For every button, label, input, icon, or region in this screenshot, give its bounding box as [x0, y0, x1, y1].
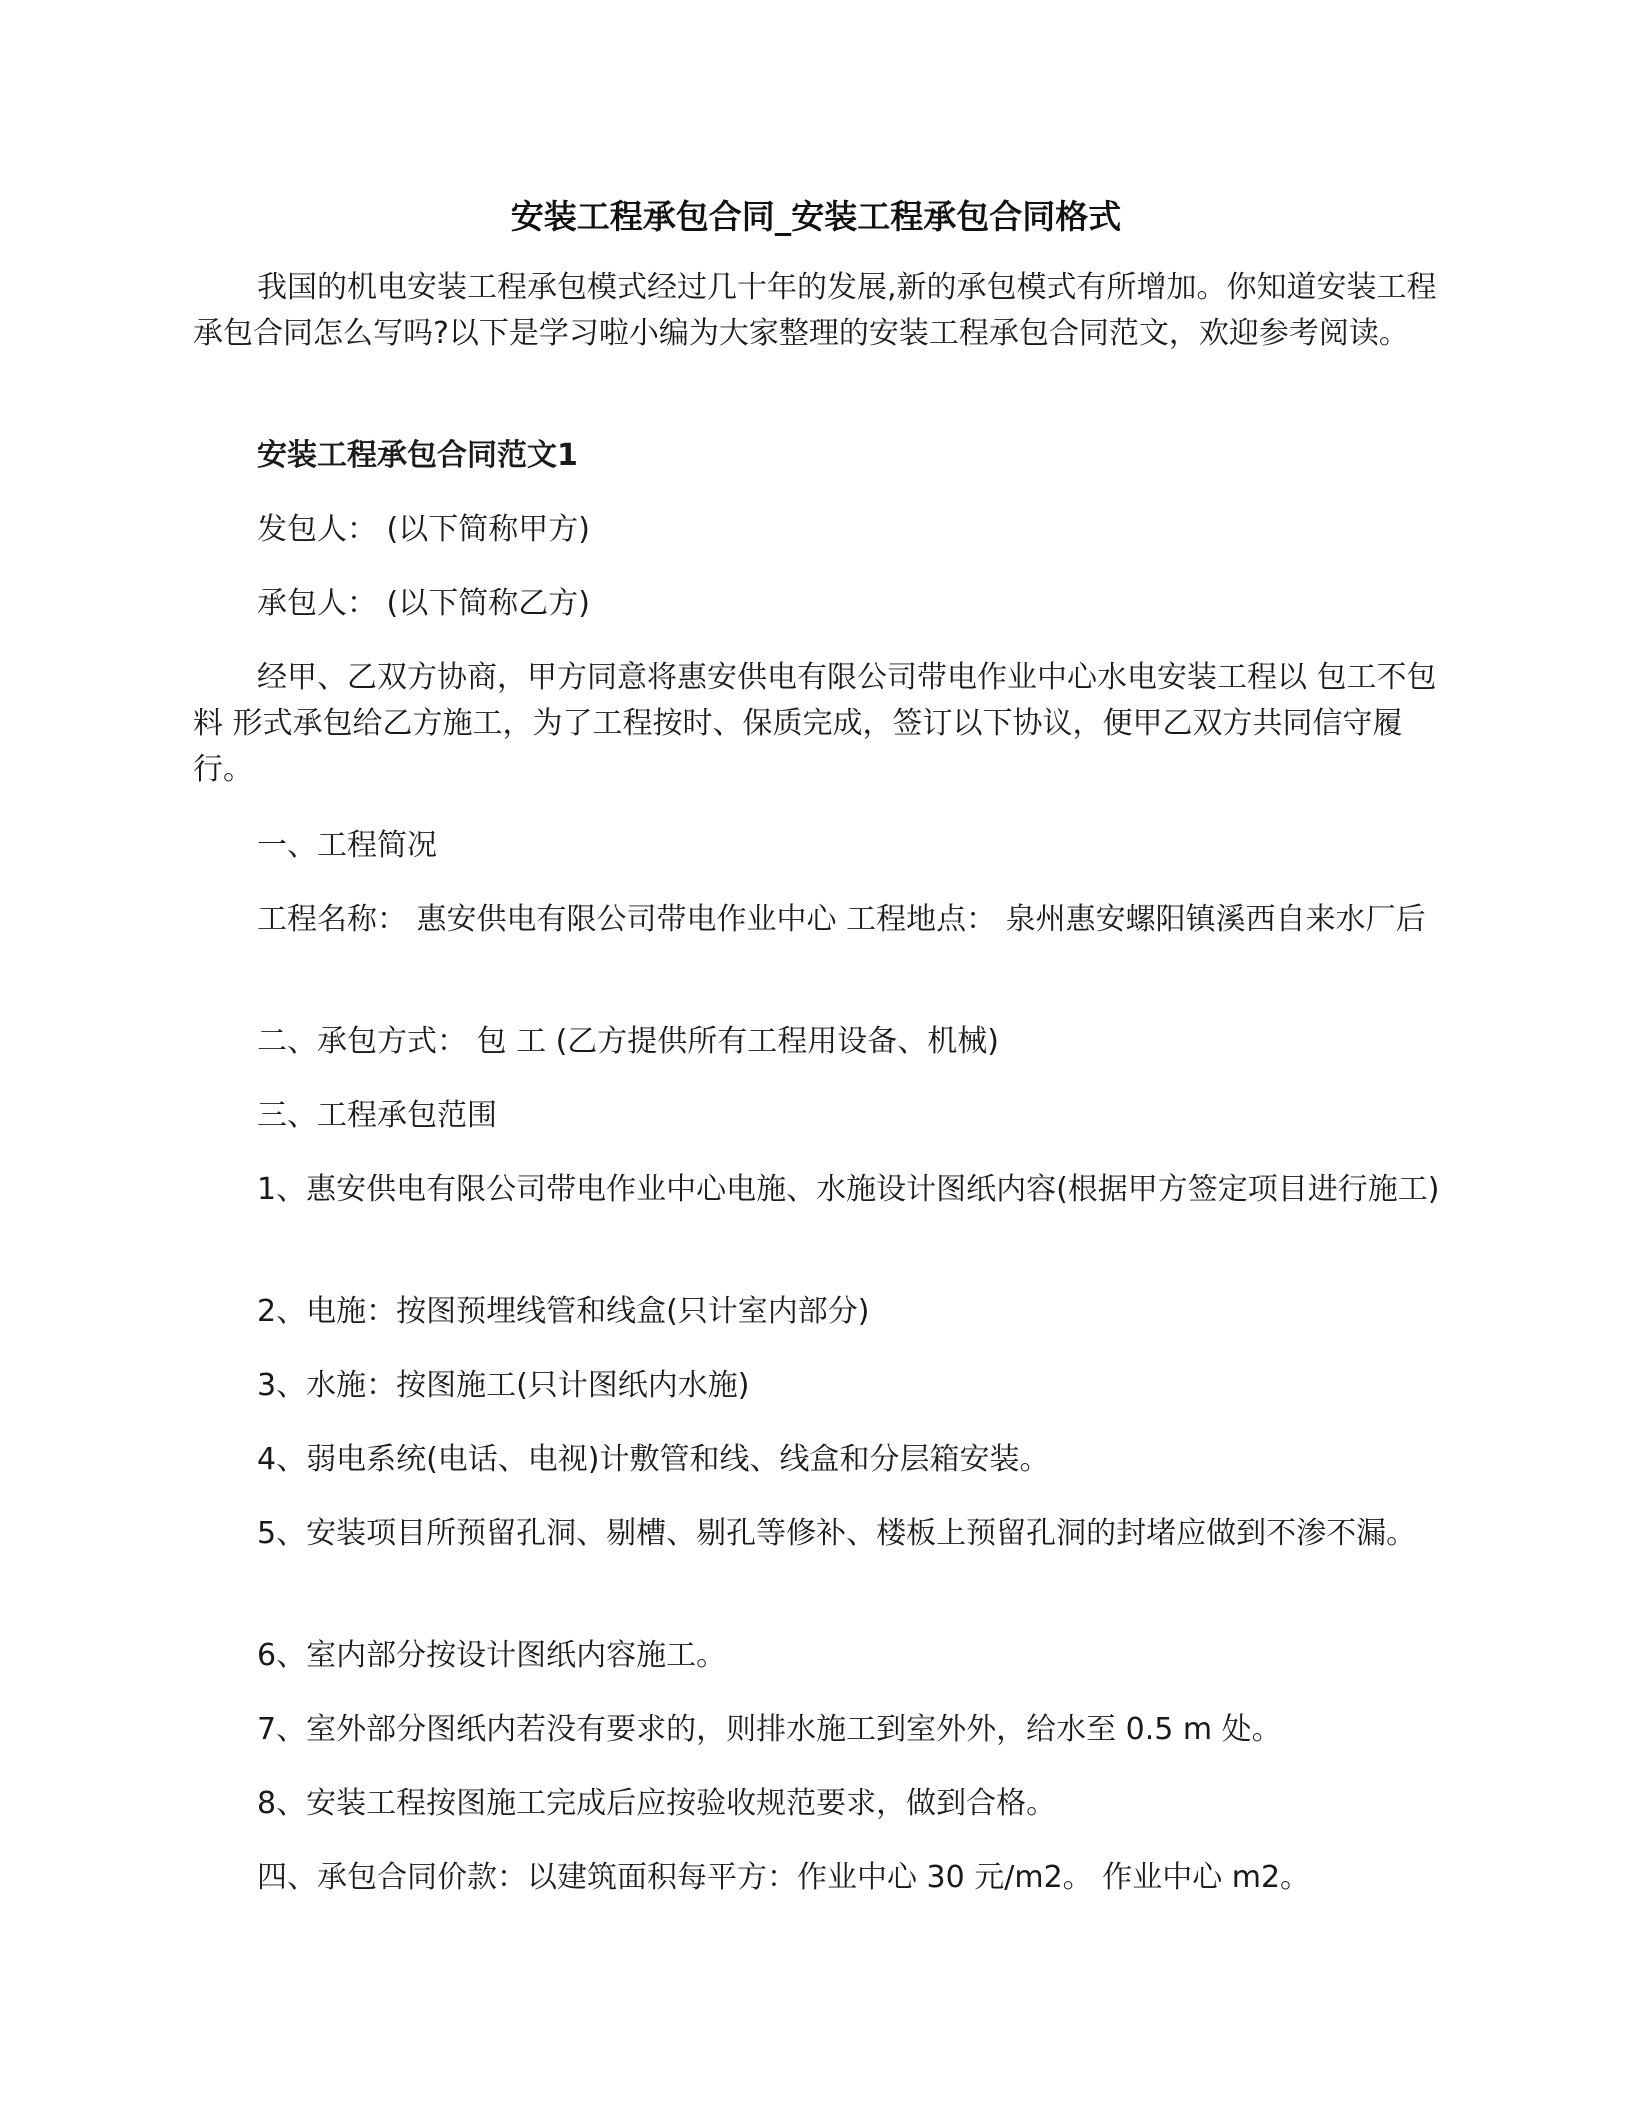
agreement-paragraph: 经甲、乙双方协商，甲方同意将惠安供电有限公司带电作业中心水电安装工程以 包工不包料 形式承包给乙方施工，为了工程按时、保质完成，签订以下协议，便甲乙双方共同信守履行。 — [193, 660, 1437, 787]
clause-heading: 二、承包方式： 包 工 (乙方提供所有工程用设备、机械) — [257, 1024, 1000, 1059]
scope-item: 5、安装项目所预留孔洞、剔槽、剔孔等修补、楼板上预留孔洞的封堵应做到不渗不漏。 — [257, 1516, 1417, 1551]
scope-item: 1、惠安供电有限公司带电作业中心电施、水施设计图纸内容(根据甲方签定项目进行施工) — [257, 1172, 1440, 1207]
section-heading: 安装工程承包合同范文1 — [257, 438, 578, 473]
project-info-paragraph: 工程名称： 惠安供电有限公司带电作业中心 工程地点： 泉州惠安螺阳镇溪西自来水厂后 — [257, 902, 1426, 937]
scope-item: 4、弱电系统(电话、电视)计敷管和线、线盒和分层箱安装。 — [257, 1442, 1050, 1477]
document-title: 安装工程承包合同_安装工程承包合同格式 — [510, 197, 1122, 236]
intro-paragraph: 我国的机电安装工程承包模式经过几十年的发展,新的承包模式有所增加。你知道安装工程承包合同怎么写吗?以下是学习啦小编为大家整理的安装工程承包合同范文，欢迎参考阅读。 — [193, 270, 1437, 351]
scope-item: 6、室内部分按设计图纸内容施工。 — [257, 1638, 727, 1673]
scope-item: 3、水施：按图施工(只计图纸内水施) — [257, 1368, 750, 1403]
clause-heading: 三、工程承包范围 — [257, 1098, 497, 1133]
contract-party-employer: 发包人： (以下简称甲方) — [257, 512, 590, 547]
scope-item: 8、安装工程按图施工完成后应按验收规范要求，做到合格。 — [257, 1786, 1057, 1821]
price-clause: 四、承包合同价款：以建筑面积每平方：作业中心 30 元/m2。 作业中心 m2。 — [257, 1860, 1311, 1895]
scope-item: 7、室外部分图纸内若没有要求的，则排水施工到室外外，给水至 0.5 m 处。 — [257, 1712, 1282, 1747]
contract-party-contractor: 承包人： (以下简称乙方) — [257, 586, 590, 621]
scope-item: 2、电施：按图预埋线管和线盒(只计室内部分) — [257, 1294, 870, 1329]
clause-heading: 一、工程简况 — [257, 828, 437, 863]
